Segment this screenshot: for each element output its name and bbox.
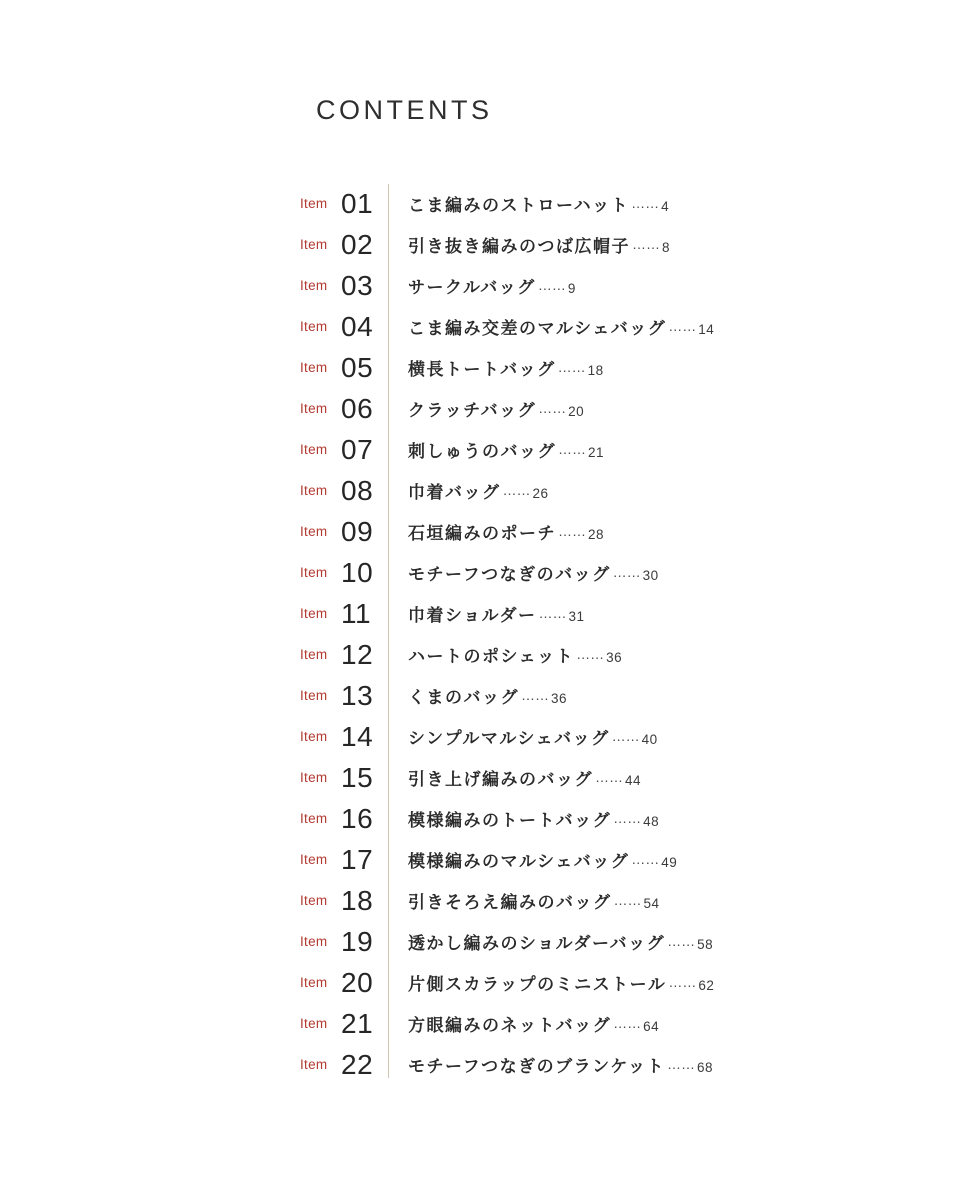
- toc-entry: [408, 519, 604, 544]
- leader-dots: ……: [558, 523, 586, 539]
- leader-dots: ……: [521, 687, 549, 703]
- toc-entry: [408, 437, 604, 462]
- item-title: 巾着ショルダー: [408, 606, 537, 625]
- item-number: 17: [341, 843, 374, 875]
- item-title: 方眼編みのネットバッグ: [408, 1016, 612, 1035]
- item-label: Item: [300, 770, 328, 785]
- leader-dots: ……: [613, 1015, 642, 1031]
- page-number: 40: [641, 732, 658, 747]
- toc-row: [300, 511, 860, 552]
- page-number: 36: [551, 691, 568, 706]
- leader-dots: ……: [668, 974, 697, 990]
- toc-row: [300, 1003, 860, 1044]
- toc-row: [300, 470, 860, 511]
- item-number: 04: [341, 310, 374, 342]
- page-number: 8: [662, 240, 671, 255]
- leader-dots: ……: [666, 1056, 695, 1072]
- toc-row: [300, 757, 860, 798]
- item-title: 引きそろえ編みのバッグ: [408, 893, 612, 912]
- item-label: Item: [300, 237, 328, 252]
- item-number: 20: [341, 966, 374, 998]
- item-title: 片側スカラップのミニストール: [408, 975, 667, 994]
- item-title: モチーフつなぎのバッグ: [408, 565, 611, 584]
- toc-row: [300, 675, 860, 716]
- page-number: 9: [567, 281, 576, 296]
- leader-dots: ……: [537, 277, 566, 293]
- item-label: Item: [300, 729, 328, 744]
- item-label: Item: [300, 606, 328, 621]
- toc-row: [300, 347, 860, 388]
- vertical-divider: [388, 184, 389, 1078]
- toc-entry: [408, 1011, 659, 1036]
- toc-row: [300, 880, 860, 921]
- toc-row: [300, 183, 860, 224]
- item-title: こま編みのストローハット: [408, 196, 630, 215]
- page-number: 4: [661, 199, 670, 214]
- item-title: モチーフつなぎのブランケット: [408, 1057, 665, 1076]
- item-number: 10: [341, 556, 374, 588]
- leader-dots: ……: [611, 728, 640, 744]
- toc-entry: [408, 396, 584, 421]
- item-label: Item: [300, 442, 328, 457]
- toc-row: [300, 224, 860, 265]
- toc-row: [300, 634, 860, 675]
- page-number: 58: [697, 937, 714, 952]
- page-number: 14: [698, 322, 715, 337]
- toc-entry: [408, 355, 604, 380]
- item-label: Item: [300, 934, 328, 949]
- leader-dots: ……: [612, 564, 641, 580]
- item-label: Item: [300, 852, 328, 867]
- item-label: Item: [300, 524, 328, 539]
- toc-row: [300, 798, 860, 839]
- toc-row: [300, 429, 860, 470]
- page-number: 21: [588, 445, 605, 460]
- toc-entry: [408, 806, 659, 831]
- toc-list: [300, 183, 860, 1085]
- leader-dots: ……: [558, 441, 586, 457]
- toc-entry: [408, 191, 669, 216]
- toc-row: [300, 388, 860, 429]
- toc-entry: [408, 765, 641, 790]
- item-label: Item: [300, 975, 328, 990]
- item-number: 01: [341, 187, 374, 219]
- item-label: Item: [300, 688, 328, 703]
- page-number: 36: [606, 650, 623, 665]
- item-label: Item: [300, 647, 328, 662]
- leader-dots: ……: [595, 769, 623, 785]
- page-number: 30: [642, 568, 659, 583]
- toc-entry: [408, 929, 713, 954]
- toc-entry: [408, 888, 660, 913]
- page-number: 68: [696, 1060, 713, 1075]
- item-number: 06: [341, 392, 374, 424]
- item-title: 石垣編みのポーチ: [408, 524, 556, 543]
- item-title: サークルバッグ: [408, 278, 536, 297]
- toc-row: [300, 716, 860, 757]
- item-label: Item: [300, 319, 328, 334]
- item-number: 12: [341, 638, 374, 670]
- page-number: 18: [587, 363, 604, 378]
- item-label: Item: [300, 196, 328, 211]
- leader-dots: ……: [632, 236, 660, 252]
- item-title: 模様編みのトートバッグ: [408, 811, 612, 830]
- page-number: 49: [661, 855, 678, 870]
- toc-row: [300, 839, 860, 880]
- item-number: 02: [341, 228, 374, 260]
- item-label: Item: [300, 483, 328, 498]
- item-number: 09: [341, 515, 374, 547]
- leader-dots: ……: [631, 195, 660, 211]
- toc-row: [300, 1044, 860, 1085]
- page-number: 31: [568, 609, 585, 624]
- item-number: 19: [341, 925, 374, 957]
- page-number: 54: [643, 896, 660, 911]
- page-number: 48: [643, 814, 660, 829]
- leader-dots: ……: [668, 318, 697, 334]
- item-title: 透かし編みのショルダーバッグ: [408, 934, 666, 953]
- item-number: 14: [341, 720, 374, 752]
- leader-dots: ……: [538, 605, 567, 621]
- toc-entry: [408, 847, 677, 872]
- toc-row: [300, 552, 860, 593]
- page-number: 44: [625, 773, 642, 788]
- item-number: 05: [341, 351, 374, 383]
- item-title: くまのバッグ: [408, 688, 519, 707]
- item-number: 22: [341, 1048, 374, 1080]
- toc-row: [300, 962, 860, 1003]
- toc-entry: [408, 970, 714, 995]
- item-title: クラッチバッグ: [408, 401, 537, 420]
- leader-dots: ……: [557, 359, 586, 375]
- item-number: 13: [341, 679, 374, 711]
- item-number: 07: [341, 433, 374, 465]
- leader-dots: ……: [613, 810, 642, 826]
- toc-entry: [408, 683, 567, 708]
- item-title: 引き上げ編みのバッグ: [408, 770, 593, 789]
- leader-dots: ……: [502, 482, 531, 498]
- item-title: 巾着バッグ: [408, 483, 501, 502]
- toc-entry: [408, 642, 622, 667]
- toc-entry: [408, 1052, 713, 1077]
- page-number: 64: [643, 1019, 660, 1034]
- item-label: Item: [300, 811, 328, 826]
- item-title: ハートのポシェット: [408, 647, 575, 666]
- item-number: 15: [341, 761, 374, 793]
- item-label: Item: [300, 1016, 328, 1031]
- toc-entry: [408, 560, 659, 585]
- toc-entry: [408, 273, 576, 298]
- item-number: 03: [341, 269, 374, 301]
- leader-dots: ……: [538, 400, 567, 416]
- leader-dots: ……: [576, 646, 605, 662]
- item-label: Item: [300, 565, 328, 580]
- toc-row: [300, 921, 860, 962]
- item-title: シンプルマルシェバッグ: [408, 729, 610, 748]
- item-label: Item: [300, 278, 328, 293]
- toc-entry: [408, 724, 658, 749]
- item-title: 引き抜き編みのつば広帽子: [408, 237, 630, 256]
- item-label: Item: [300, 360, 328, 375]
- toc-row: [300, 265, 860, 306]
- item-number: 16: [341, 802, 374, 834]
- leader-dots: ……: [613, 892, 642, 908]
- item-label: Item: [300, 893, 328, 908]
- item-label: Item: [300, 1057, 328, 1072]
- item-number: 08: [341, 474, 374, 506]
- page-number: 62: [698, 978, 715, 993]
- item-title: 横長トートバッグ: [408, 360, 556, 379]
- item-label: Item: [300, 401, 328, 416]
- item-number: 11: [341, 597, 372, 629]
- item-title: 刺しゅうのバッグ: [408, 442, 556, 461]
- item-number: 21: [341, 1007, 374, 1039]
- toc-entry: [408, 314, 714, 339]
- toc-entry: [408, 601, 585, 626]
- page-title: CONTENTS: [316, 95, 493, 125]
- toc-entry: [408, 478, 549, 503]
- item-number: 18: [341, 884, 374, 916]
- leader-dots: ……: [667, 933, 696, 949]
- page-number: 28: [588, 527, 605, 542]
- item-title: 模様編みのマルシェバッグ: [408, 852, 630, 871]
- toc-row: [300, 593, 860, 634]
- leader-dots: ……: [631, 851, 660, 867]
- item-title: こま編み交差のマルシェバッグ: [408, 319, 667, 338]
- page-number: 26: [532, 486, 549, 501]
- toc-row: [300, 306, 860, 347]
- toc-entry: [408, 232, 670, 257]
- page-number: 20: [568, 404, 585, 419]
